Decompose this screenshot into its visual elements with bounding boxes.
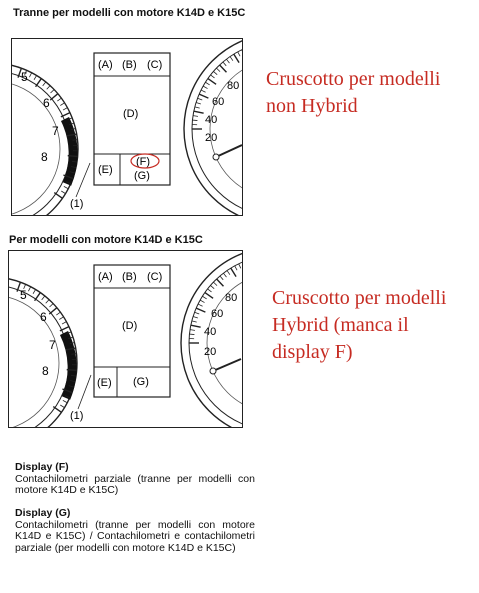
display-label-e: (E) xyxy=(98,164,113,176)
tacho-tick-7: 7 xyxy=(49,338,56,352)
panel-1-dashboard xyxy=(11,38,243,216)
display-label-f: (F) xyxy=(136,156,151,168)
tacho-tick-8: 8 xyxy=(41,150,48,164)
gauge-tick xyxy=(217,279,224,286)
gauge-tick xyxy=(196,308,205,312)
gauge-tick xyxy=(194,111,204,113)
gauge-tick xyxy=(216,68,220,71)
speedo-tick-80: 80 xyxy=(225,292,238,304)
tacho-tick-5: 5 xyxy=(20,288,27,302)
tachometer-gauge xyxy=(12,63,78,215)
speedo-tick-60: 60 xyxy=(211,308,224,320)
gauge-tick xyxy=(56,312,60,315)
gauge-tick xyxy=(190,330,195,331)
gauge-tick xyxy=(42,296,45,300)
description-display-g xyxy=(15,508,255,554)
callout-number: (1) xyxy=(70,410,84,422)
speedo-tick-80: 80 xyxy=(227,80,240,92)
gauge-tick xyxy=(59,317,63,320)
gauge-tick xyxy=(192,120,197,121)
panel-2-drawing xyxy=(9,251,242,427)
display-label-g: (G) xyxy=(133,376,149,388)
gauge-tick xyxy=(28,287,30,291)
gauge-tick xyxy=(192,321,197,322)
description-body: Contachilometri parziale (tranne per modelli con motore K14D e K15C) xyxy=(15,472,255,496)
gauge-tick xyxy=(193,116,198,117)
gauge-tick xyxy=(54,193,62,199)
gauge-tick xyxy=(191,325,201,327)
panel-1-caption: Cruscotto per modelli non Hybrid xyxy=(266,68,441,117)
gauge-tick xyxy=(62,322,66,324)
gauge-tick xyxy=(235,266,237,270)
gauge-tick xyxy=(195,312,200,314)
gauge-tick xyxy=(189,334,194,335)
tacho-tick-8: 8 xyxy=(42,364,49,378)
gauge-tick xyxy=(195,107,200,108)
gauge-tick xyxy=(43,82,46,86)
speedo-tick-60: 60 xyxy=(212,96,225,108)
gauge-tick xyxy=(34,75,37,79)
gauge-tick xyxy=(200,300,204,302)
gauge-tick xyxy=(72,354,77,355)
display-label-a: (A) xyxy=(98,271,113,283)
speedo-tick-20: 20 xyxy=(205,132,218,144)
gauge-tick xyxy=(234,54,239,63)
gauge-tick xyxy=(53,407,61,413)
display-label-e: (E) xyxy=(97,377,112,389)
callout-leader-line xyxy=(78,375,91,409)
gauge-tick xyxy=(35,293,41,301)
gauge-tick xyxy=(227,271,230,275)
gauge-tick xyxy=(47,86,50,90)
display-label-d: (D) xyxy=(122,320,138,332)
gauge-tick xyxy=(201,90,205,92)
gauge-tick xyxy=(68,156,78,157)
display-label-b: (B) xyxy=(122,271,137,283)
gauge-tick xyxy=(36,79,42,87)
gauge-tick xyxy=(67,370,77,371)
gauge-tick xyxy=(213,71,217,74)
gauge-tick xyxy=(223,62,226,66)
gauge-tick xyxy=(223,273,226,277)
description-display-f xyxy=(15,462,255,497)
gauge-tick xyxy=(63,108,67,110)
display-label-b: (B) xyxy=(122,59,137,71)
panel-1-heading: Tranne per modelli con motore K14D e K15C xyxy=(13,7,246,19)
gauge-tick xyxy=(50,94,58,100)
description-body: Contachilometri (tranne per modelli con motore K14D e K15C) / Contachilometri e contachilometri parziale (per modelli con motore K14D e K15C) xyxy=(15,518,255,554)
gauge-tick xyxy=(205,82,209,85)
gauge-tick xyxy=(196,103,201,105)
display-label-d: (D) xyxy=(123,108,139,120)
gauge-tick xyxy=(61,191,65,194)
gauge-tick xyxy=(208,289,212,292)
gauge-tick xyxy=(231,268,236,277)
gauge-tick xyxy=(73,140,78,141)
gauge-tick xyxy=(64,186,68,188)
gauge-tick xyxy=(208,79,216,85)
callout-leader-line xyxy=(76,163,90,197)
description-title: Display (F) xyxy=(15,461,69,473)
tacho-tick-5: 5 xyxy=(21,70,28,84)
gauge-tick xyxy=(220,65,227,72)
gauge-tick xyxy=(198,98,203,100)
gauge-tick xyxy=(29,73,31,77)
description-title: Display (G) xyxy=(15,507,71,519)
gauge-tick xyxy=(60,405,64,408)
gauge-tick xyxy=(63,400,67,402)
gauge-tick xyxy=(202,296,206,299)
gauge-tick xyxy=(211,75,215,78)
panel-1-drawing xyxy=(12,39,242,215)
speedometer-gauge xyxy=(184,39,242,215)
tacho-tick-7: 7 xyxy=(52,124,59,138)
gauge-tick xyxy=(226,59,229,63)
panel-2-heading: Per modelli con motore K14D e K15C xyxy=(9,234,203,246)
gauge-tick xyxy=(213,282,217,285)
gauge-tick xyxy=(238,52,240,56)
gauge-tick xyxy=(205,293,213,299)
speedo-tick-40: 40 xyxy=(204,326,217,338)
gauge-tick xyxy=(60,103,64,106)
gauge-tick xyxy=(220,276,223,280)
gauge-tick xyxy=(33,289,36,293)
display-label-a: (A) xyxy=(98,59,113,71)
gauge-tick xyxy=(230,57,233,61)
gauge-tick xyxy=(50,304,54,307)
display-label-c: (C) xyxy=(147,59,163,71)
display-label-c: (C) xyxy=(147,271,163,283)
tacho-tick-6: 6 xyxy=(43,96,50,110)
panel-2-caption: Cruscotto per modelli Hybrid (manca il display F) xyxy=(272,287,447,363)
gauge-tick xyxy=(239,264,241,269)
gauge-tick xyxy=(210,285,214,288)
display-label-g: (G) xyxy=(134,170,150,182)
speedo-tick-20: 20 xyxy=(204,346,217,358)
panel-2-dashboard xyxy=(8,250,243,428)
callout-number: (1) xyxy=(70,198,84,210)
speedometer-gauge xyxy=(181,251,242,427)
gauge-tick xyxy=(46,300,49,304)
gauge-tick xyxy=(57,98,61,101)
gauge-tick xyxy=(193,317,198,319)
gauge-tick xyxy=(203,86,207,88)
gauge-tick xyxy=(199,94,208,98)
tacho-tick-6: 6 xyxy=(40,310,47,324)
gauge-tick xyxy=(198,304,202,306)
gauge-tick xyxy=(49,308,57,314)
gauge-tick xyxy=(51,90,55,93)
speedo-tick-40: 40 xyxy=(205,114,218,126)
